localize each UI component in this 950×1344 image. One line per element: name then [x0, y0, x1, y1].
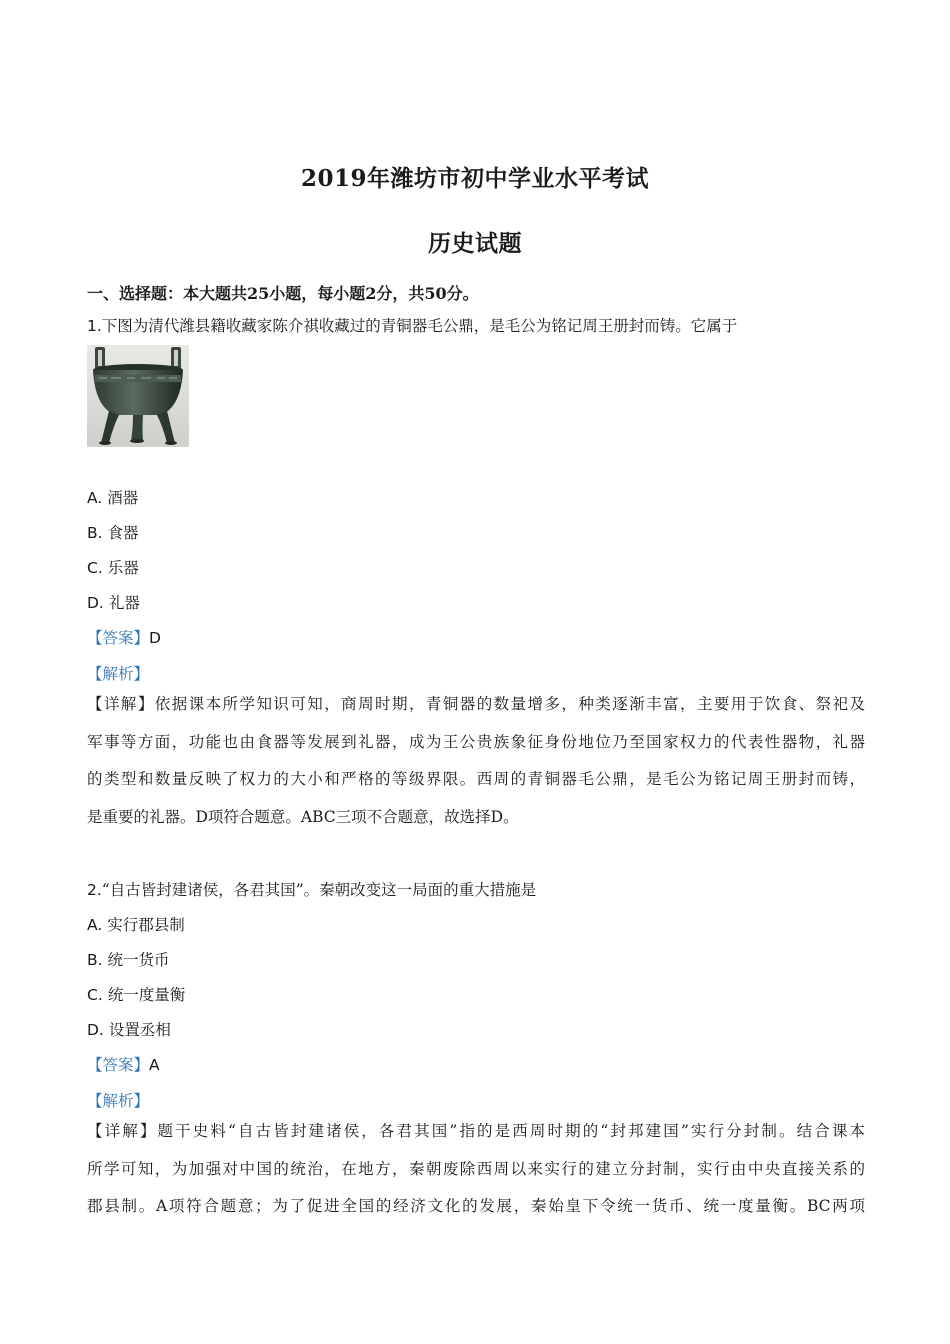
question-number: 2.	[87, 881, 102, 899]
detail-line: 【详解】题干史料“自古皆封建诸侯，各君其国”指的是西周时期的“封邦建国”实行分封制。结合课本	[87, 1122, 865, 1140]
analysis-label: 【解析】	[87, 665, 150, 683]
option-d: D. 礼器	[87, 594, 140, 612]
question-2-stem	[87, 878, 536, 900]
option-c: C. 统一度量衡	[87, 986, 186, 1004]
question-1-stem	[87, 314, 737, 336]
question-number: 1.	[87, 317, 102, 335]
question-text: 下图为清代潍县籍收藏家陈介祺收藏过的青铜器毛公鼎，是毛公为铭记周王册封而铸。它属于	[101, 317, 738, 335]
option-b: B. 食器	[87, 524, 139, 542]
section-heading: 一、选择题：本大题共25小题，每小题2分，共50分。	[87, 284, 479, 303]
answer-line	[87, 626, 161, 648]
analysis-label: 【解析】	[87, 1092, 150, 1110]
exam-title: 2019年潍坊市初中学业水平考试	[300, 165, 649, 192]
option-d: D. 设置丞相	[87, 1021, 171, 1039]
answer-label: 【答案】	[87, 1056, 150, 1074]
detail-line: 【详解】依据课本所学知识可知，商周时期，青铜器的数量增多，种类逐渐丰富，主要用于饮食、祭祀及	[87, 695, 865, 713]
detail-line: 军事等方面，功能也由食器等发展到礼器，成为王公贵族象征身份地位乃至国家权力的代表性器物，礼器	[87, 732, 865, 751]
detail-line: 是重要的礼器。D项符合题意。ABC三项不合题意，故选择D。	[87, 807, 519, 826]
option-a: A. 酒器	[87, 489, 139, 507]
option-a: A. 实行郡县制	[87, 916, 185, 934]
answer-label: 【答案】	[87, 629, 150, 647]
detail-line: 郡县制。A项符合题意；为了促进全国的经济文化的发展，秦始皇下令统一货币、统一度量衡。BC两项	[87, 1197, 865, 1215]
option-c: C. 乐器	[87, 559, 139, 577]
exam-subtitle: 历史试题	[428, 230, 522, 257]
bronze-ding-vessel-photo	[87, 345, 189, 447]
answer-line	[87, 1053, 160, 1075]
bronze-ding-icon	[87, 345, 189, 447]
question-text: “自古皆封建诸侯，各君其国”。秦朝改变这一局面的重大措施是	[101, 881, 537, 899]
detail-line: 所学可知，为加强对中国的统治，在地方，秦朝废除西周以来实行的建立分封制，实行由中央直接关系的	[87, 1159, 865, 1178]
answer-value: A	[149, 1056, 160, 1074]
answer-value: D	[149, 629, 161, 647]
analysis-detail	[87, 1113, 865, 1226]
analysis-detail	[87, 686, 865, 836]
option-b: B. 统一货币	[87, 951, 170, 969]
detail-line: 的类型和数量反映了权力的大小和严格的等级界限。西周的青铜器毛公鼎，是毛公为铭记周王册封而铸，	[87, 770, 865, 788]
